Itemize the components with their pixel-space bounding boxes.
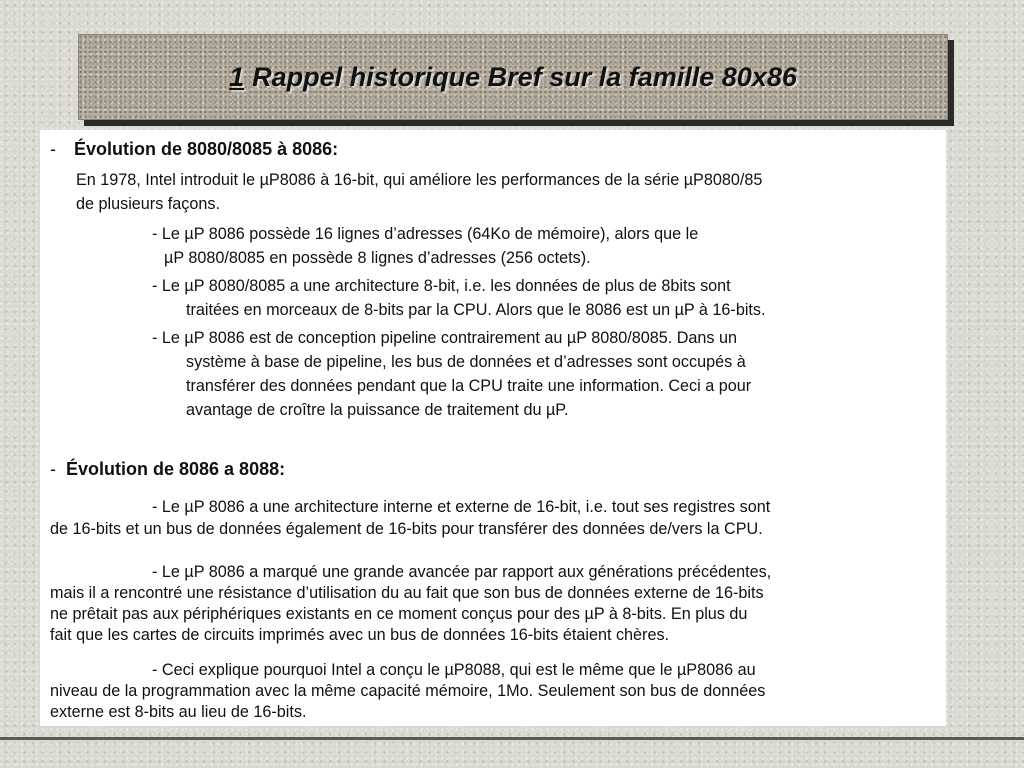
section2-heading-text: Évolution de 8086 a 8088: (66, 459, 286, 479)
bullet2-line1: - Le µP 8080/8085 a une architecture 8-bit, i.e. les données de plus de 8bits sont (152, 277, 731, 295)
section1-heading-text: Évolution de 8080/8085 à 8086: (74, 139, 339, 159)
slide-number: 1 (229, 61, 245, 92)
slide-title (229, 62, 797, 93)
para2-line4: fait que les cartes de circuits imprimés avec un bus de données 16-bits étaient chères. (50, 626, 670, 644)
title-banner (78, 34, 948, 120)
para2-line3: ne prêtait pas aux périphériques existants en ce moment conçus pour des µP à 8-bits. En plus du (50, 605, 748, 623)
bullet2-line2: traitées en morceaux de 8-bits par la CPU. Alors que le 8086 est un µP à 16-bits. (186, 301, 766, 319)
content-panel (40, 130, 946, 726)
section2-dash: - (50, 459, 56, 479)
slide-title-text: Rappel historique Bref sur la famille 80x86 (252, 61, 797, 92)
bullet3-line2: système à base de pipeline, les bus de données et d’adresses sont occupés à (186, 353, 746, 371)
bullet1-line1: - Le µP 8086 possède 16 lignes d’adresses (64Ko de mémoire), alors que le (152, 225, 699, 243)
section1-intro-line2: de plusieurs façons. (76, 195, 220, 213)
bullet3-line1: - Le µP 8086 est de conception pipeline contrairement au µP 8080/8085. Dans un (152, 329, 738, 347)
bullet3-line4: avantage de croître la puissance de traitement du µP. (186, 401, 569, 419)
bottom-divider (0, 737, 1024, 740)
section2-heading (50, 458, 285, 482)
para3-line3: externe est 8-bits au lieu de 16-bits. (50, 703, 307, 721)
para2-line2: mais il a rencontré une résistance d’utilisation du au fait que son bus de données externe de 16-bits (50, 584, 764, 602)
para1-line1: - Le µP 8086 a une architecture interne et externe de 16-bit, i.e. tout ses registres sont (152, 498, 771, 516)
section1-heading (50, 138, 338, 162)
section1-dash: - (50, 139, 56, 159)
para2-line1: - Le µP 8086 a marqué une grande avancée par rapport aux générations précédentes, (152, 563, 772, 581)
section1-intro-line1: En 1978, Intel introduit le µP8086 à 16-bit, qui améliore les performances de la série µP8080/85 (76, 171, 763, 189)
bullet1-line2: µP 8080/8085 en possède 8 lignes d’adresses (256 octets). (164, 249, 591, 267)
para3-line1: - Ceci explique pourquoi Intel a conçu le µP8088, qui est le même que le µP8086 au (152, 661, 756, 679)
para1-line2: de 16-bits et un bus de données également de 16-bits pour transférer des données de/vers la CPU. (50, 520, 763, 538)
para3-line2: niveau de la programmation avec la même capacité mémoire, 1Mo. Seulement son bus de données (50, 682, 766, 700)
bullet3-line3: transférer des données pendant que la CPU traite une information. Ceci a pour (186, 377, 752, 395)
